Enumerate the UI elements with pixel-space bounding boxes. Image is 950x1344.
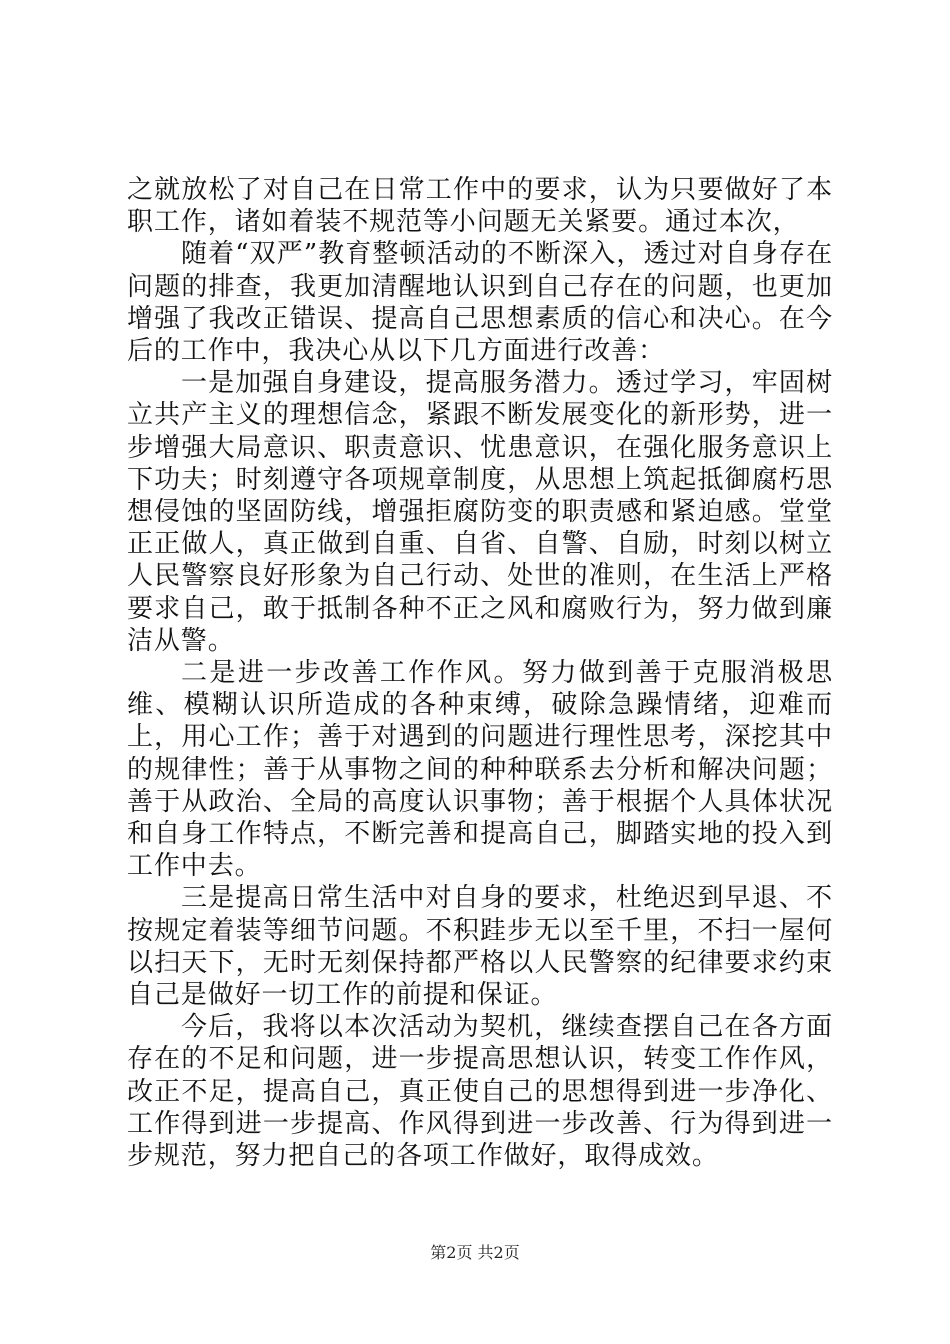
paragraph-5: 三是提高日常生活中对自身的要求，杜绝迟到早退、不按规定着装等细节问题。不积跬步无以至千里，不扫一屋何以扫天下，无时无刻保持都严格以人民警察的纪律要求约束自己是做好一切工作的前提和保证。	[127, 883, 833, 1011]
paragraph-6: 今后，我将以本次活动为契机，继续查摆自己在各方面存在的不足和问题，进一步提高思想认识，转变工作作风，改正不足，提高自己，真正使自己的思想得到进一步净化、工作得到进一步提高、作风得到进一步改善、行为得到进一步规范，努力把自己的各项工作做好，取得成效。	[127, 1012, 833, 1172]
paragraph-3: 一是加强自身建设，提高服务潜力。透过学习，牢固树立共产主义的理想信念，紧跟不断发展变化的新形势，进一步增强大局意识、职责意识、忧患意识，在强化服务意识上下功夫；时刻遵守各项规章制度，从思想上筑起抵御腐朽思想侵蚀的坚固防线，增强拒腐防变的职责感和紧迫感。堂堂正正做人，真正做到自重、自省、自警、自励，时刻以树立人民警察良好形象为自己行动、处世的准则，在生活上严格要求自己，敢于抵制各种不正之风和腐败行为，努力做到廉洁从警。	[127, 368, 833, 656]
paragraph-2: 随着“双严”教育整顿活动的不断深入，透过对自身存在问题的排查，我更加清醒地认识到自己存在的问题，也更加增强了我改正错误、提高自己思想素质的信心和决心。在今后的工作中，我决心从以下几方面进行改善：	[127, 239, 833, 367]
paragraph-1: 之就放松了对自己在日常工作中的要求，认为只要做好了本职工作，诸如着装不规范等小问题无关紧要。通过本次，	[127, 175, 833, 238]
paragraph-4: 二是进一步改善工作作风。努力做到善于克服消极思维、模糊认识所造成的各种束缚，破除急躁情绪，迎难而上，用心工作；善于对遇到的问题进行理性思考，深挖其中的规律性；善于从事物之间的种种联系去分析和解决问题；善于从政治、全局的高度认识事物；善于根据个人具体状况和自身工作特点，不断完善和提高自己，脚踏实地的投入到工作中去。	[127, 658, 833, 882]
document-body	[127, 174, 833, 1172]
page-number-footer: 第2页 共2页	[430, 1243, 520, 1262]
